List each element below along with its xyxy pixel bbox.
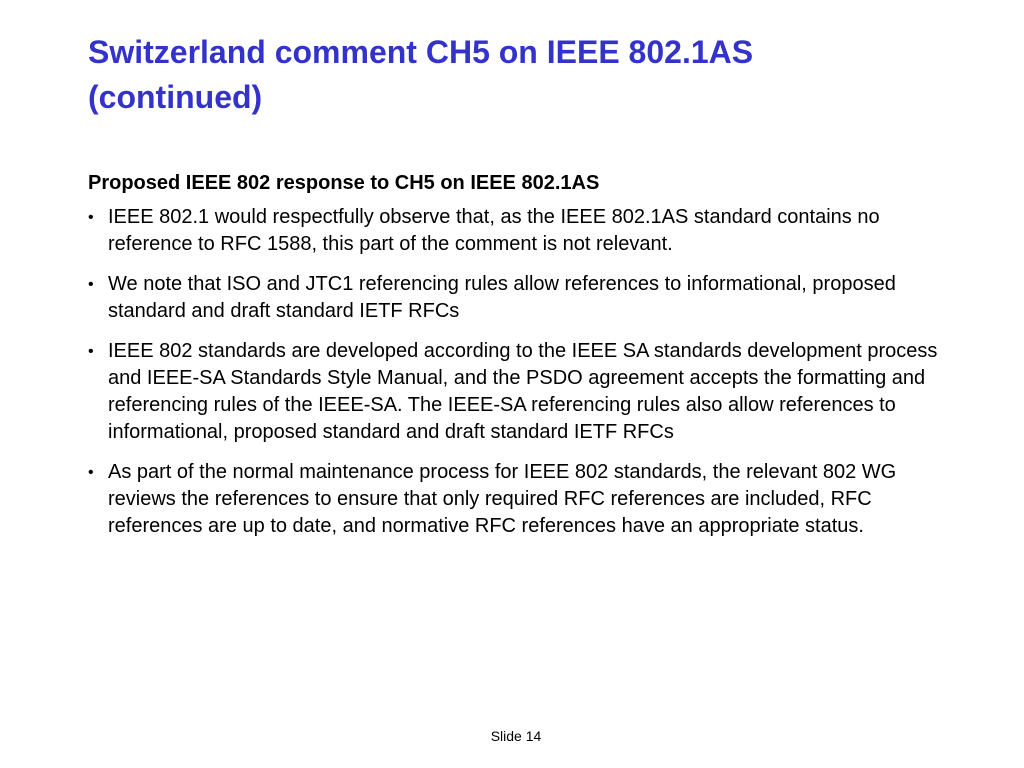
slide-body (88, 168, 948, 553)
bullet-item (88, 338, 948, 446)
subheading: Proposed IEEE 802 response to CH5 on IEEE 802.1AS (88, 172, 600, 194)
bullet-text: As part of the normal maintenance process for IEEE 802 standards, the relevant 802 WG reviews the references to ensure that only required RFC references are included, RFC references are up to date, and normative RFC references have an appropriate status. (108, 461, 897, 537)
slide-title-line-2: (continued) (88, 79, 263, 115)
slide-number: Slide 14 (490, 728, 542, 744)
bullet-icon: • (88, 209, 94, 226)
bullet-icon: • (88, 464, 94, 481)
bullet-item (88, 271, 948, 325)
bullet-icon: • (88, 276, 94, 293)
bullet-list (88, 204, 948, 540)
slide-title (88, 30, 968, 120)
bullet-text: IEEE 802 standards are developed according to the IEEE SA standards development process and IEEE-SA Standards Style Manual, and the PSDO agreement accepts the formatting and referencing rules of the IEEE-SA. The IEEE-SA referencing rules also allow references to informational, proposed standard and draft standard IETF RFCs (108, 340, 938, 443)
bullet-icon: • (88, 343, 94, 360)
slide-title-line-1: Switzerland comment CH5 on IEEE 802.1AS (88, 34, 754, 70)
bullet-item (88, 204, 948, 258)
bullet-item (88, 459, 948, 540)
bullet-text: We note that ISO and JTC1 referencing rules allow references to informational, proposed standard and draft standard IETF RFCs (108, 273, 896, 322)
bullet-text: IEEE 802.1 would respectfully observe that, as the IEEE 802.1AS standard contains no reference to RFC 1588, this part of the comment is not relevant. (108, 206, 880, 255)
